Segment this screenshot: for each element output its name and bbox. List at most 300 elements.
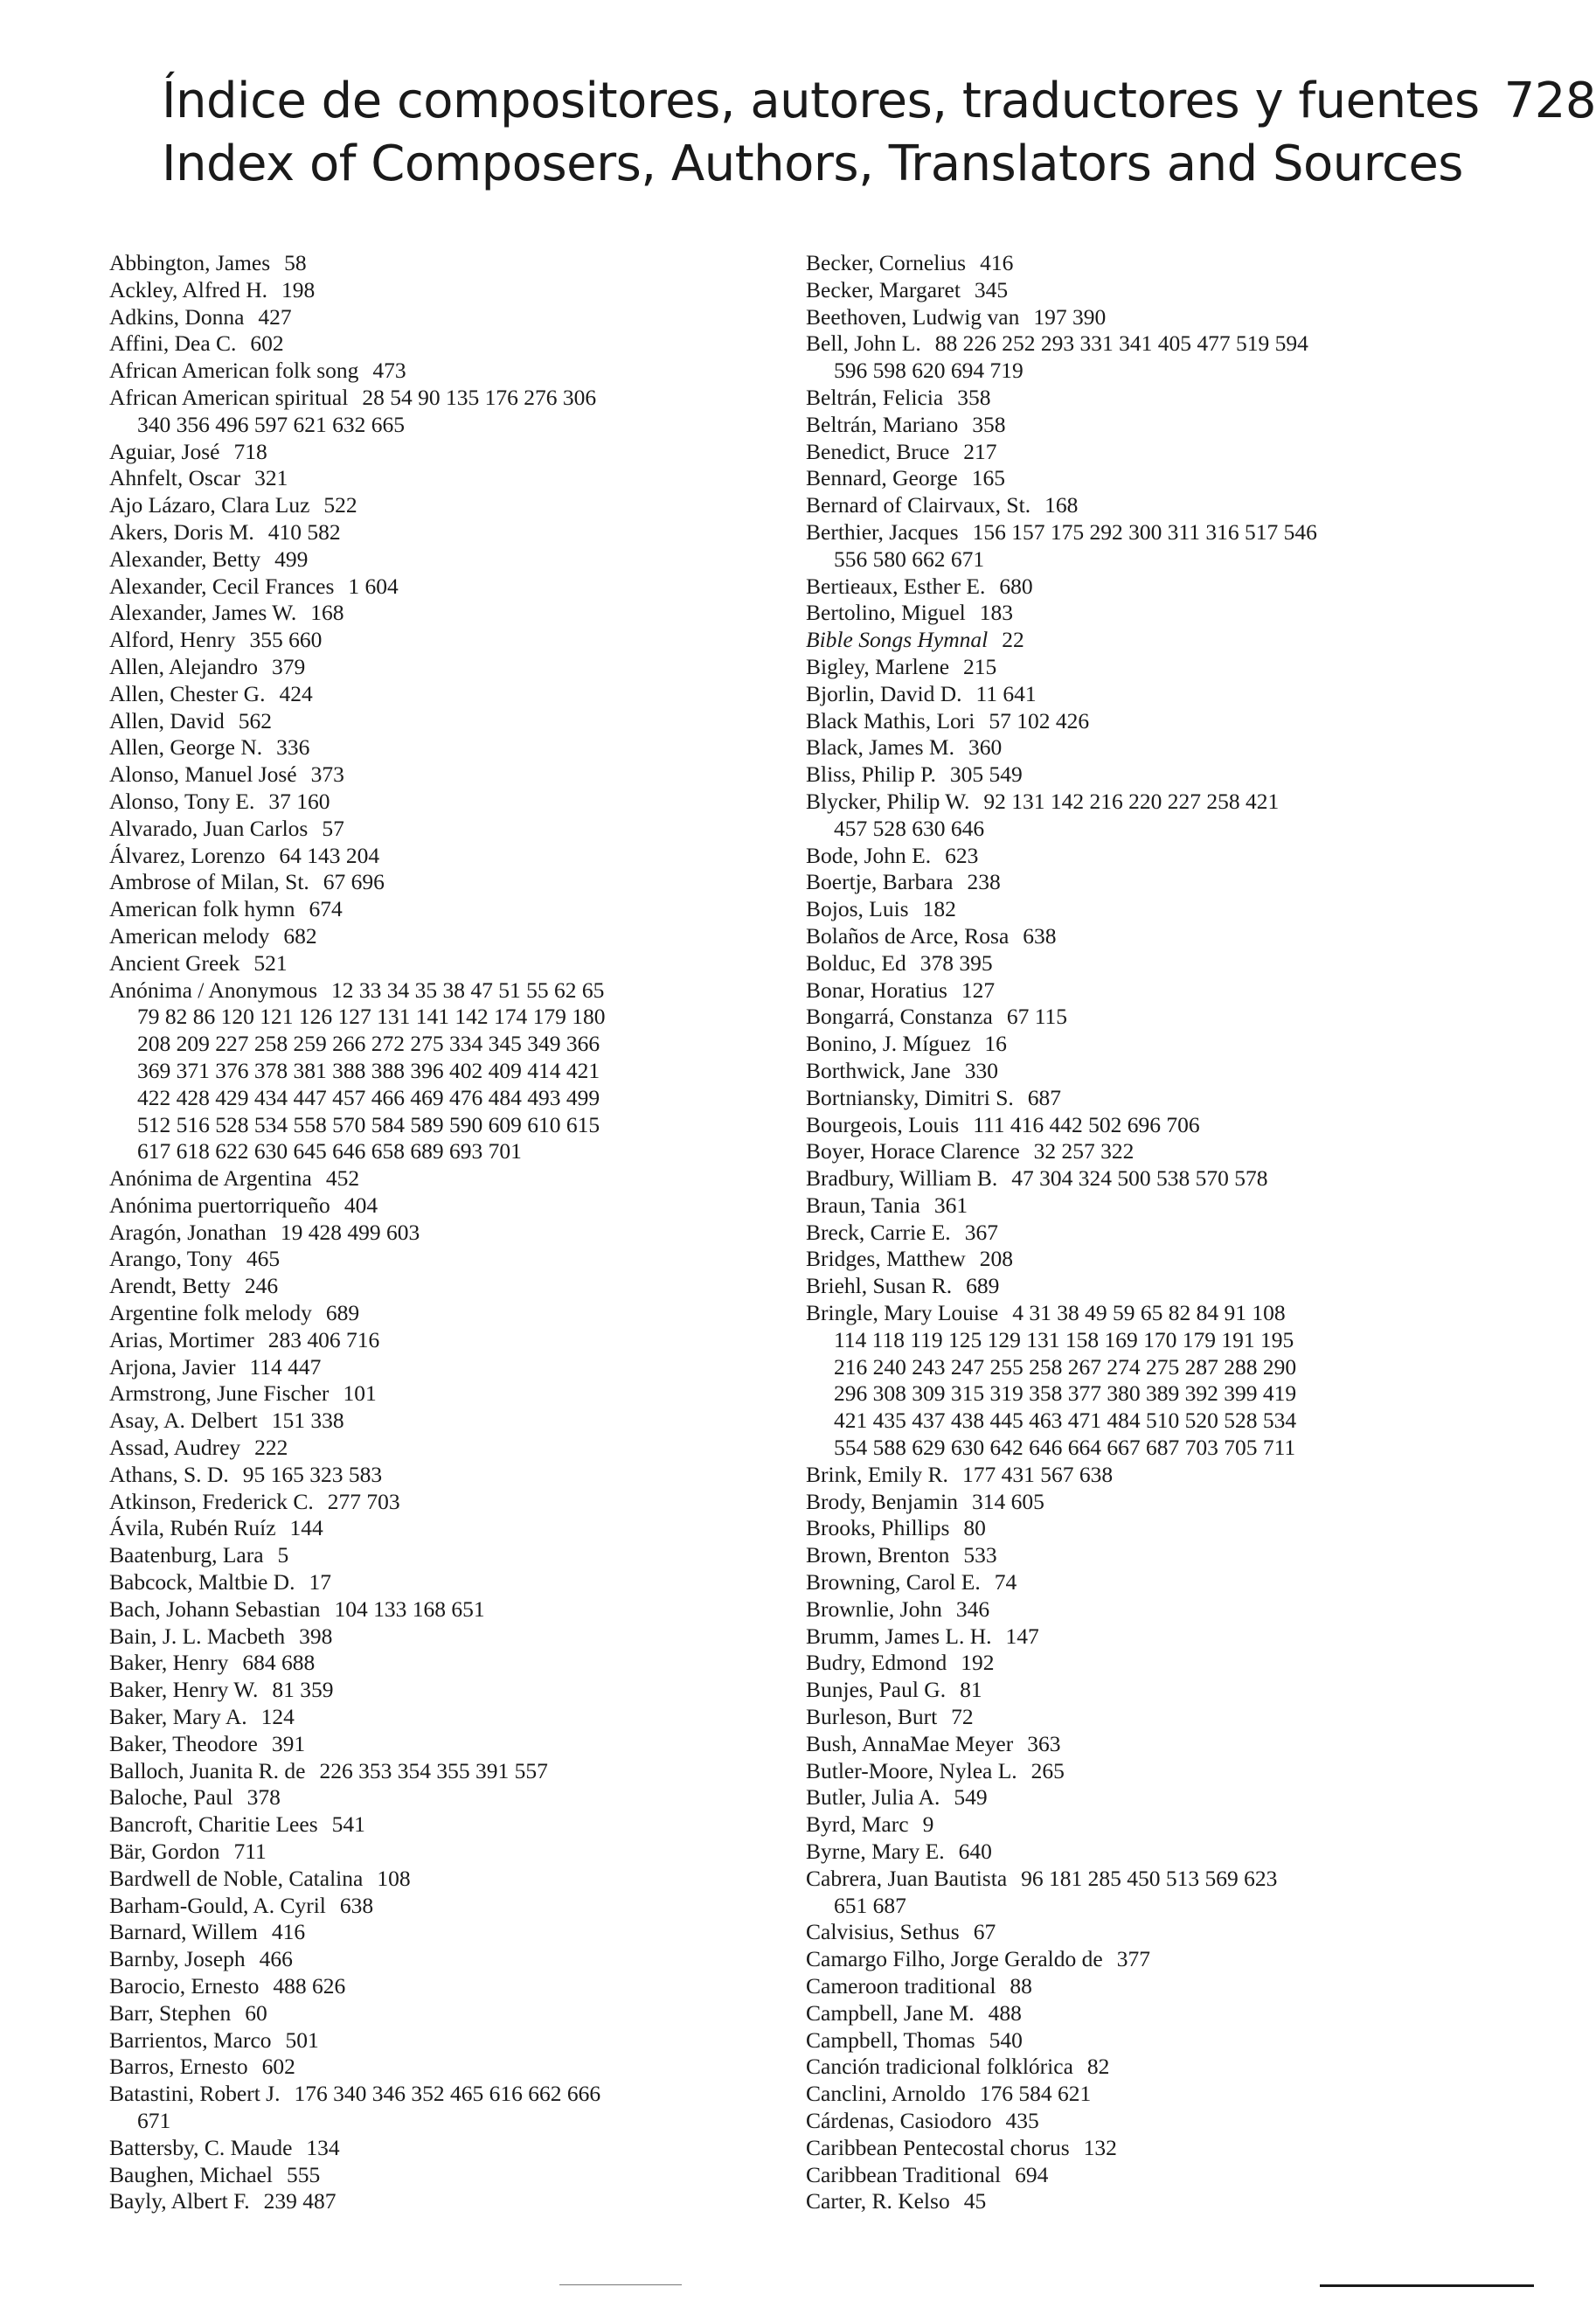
entry-refs: 92 131 142 216 220 227 258 421 [983,788,1280,814]
entry-refs: 81 [960,1677,982,1703]
entry-refs-continued: 79 82 86 120 121 126 127 131 141 142 174 179 180 [137,1004,606,1030]
entry-refs: 521 [253,949,288,976]
index-entry [109,1273,739,1300]
entry-name: Balloch, Juanita R. de [109,1757,306,1783]
index-entry [806,1462,1488,1489]
entry-refs: 379 [271,653,306,679]
index-entry [109,950,739,977]
entry-refs: 82 [1086,2054,1110,2080]
index-entry [806,412,1488,439]
entry-name: Bode, John E. [806,842,932,868]
index-entry [806,1085,1488,1112]
entry-name: Cárdenas, Casiodoro [806,2107,992,2133]
entry-name: Black Mathis, Lori [806,707,975,733]
entry-refs: 88 226 252 293 331 341 405 477 519 594 [934,330,1308,357]
entry-refs: 168 [1044,492,1079,518]
entry-refs: 58 [284,250,307,275]
entry-refs: 165 [971,465,1005,491]
index-entry [109,1946,739,1973]
entry-refs: 674 [309,896,343,922]
index-entry [806,1138,1488,1165]
entry-name: Canclini, Arnoldo [806,2081,966,2107]
entry-refs: 363 [1027,1730,1061,1756]
index-entry [806,492,1488,519]
entry-refs: 177 431 567 638 [961,1461,1114,1487]
entry-refs: 134 [306,2134,340,2160]
index-entry [806,1650,1488,1677]
entry-refs: 9 [922,1811,934,1838]
index-entry [109,465,739,492]
entry-refs: 321 [254,465,288,491]
entry-refs: 57 [322,815,344,841]
index-entry [806,250,1488,277]
entry-refs-continued: 617 618 622 630 645 646 658 689 693 701 [137,1138,522,1164]
entry-name: Browning, Carol E. [806,1569,981,1595]
entry-name: Byrne, Mary E. [806,1839,945,1865]
entry-refs: 74 [994,1569,1017,1595]
index-entry [806,734,1488,761]
entry-refs: 72 [951,1704,974,1730]
entry-name: Brink, Emily R. [806,1461,948,1487]
entry-refs: 549 [954,1784,988,1811]
entry-name: Campbell, Jane M. [806,1999,975,2026]
index-entry [806,330,1488,358]
entry-refs: 156 157 175 292 300 311 316 517 546 [972,518,1317,545]
entry-refs: 32 257 322 [1033,1138,1135,1164]
index-entry [806,2000,1488,2027]
entry-name: Arjona, Javier [109,1353,236,1380]
entry-refs: 60 [245,1999,267,2026]
entry-name: Anónima de Argentina [109,1165,312,1192]
entry-refs-continued: 208 209 227 258 259 266 272 275 334 345 349 366 [137,1031,600,1057]
entry-name: Calvisius, Sethus [806,1919,960,1945]
entry-refs: 147 [1005,1623,1039,1649]
entry-refs: 5 [277,1542,289,1568]
page-number: 728 [1503,73,1596,129]
index-entry [806,1784,1488,1811]
index-entry [109,1893,739,1920]
entry-name: Alexander, Betty [109,546,261,572]
entry-name: Armstrong, June Fischer [109,1380,330,1407]
entry-name: Athans, S. D. [109,1461,229,1487]
entry-refs: 541 [331,1811,365,1838]
entry-refs: 176 584 621 [979,2081,1092,2107]
index-entry [806,654,1488,681]
entry-name: Bunjes, Paul G. [806,1677,947,1703]
index-entry [109,1380,739,1408]
entry-name: Barnby, Joseph [109,1946,246,1972]
index-entry [806,1677,1488,1704]
entry-refs: 226 353 354 355 391 557 [319,1757,548,1783]
entry-name: Briehl, Susan R. [806,1273,953,1299]
entry-name: Akers, Doris M. [109,518,254,545]
entry-refs: 16 [984,1031,1007,1057]
index-entry [109,492,739,519]
entry-refs: 435 [1005,2107,1039,2133]
entry-name: Bojos, Luis [806,896,909,922]
index-entry [109,2081,739,2108]
index-entry [109,1758,739,1785]
entry-name: Camargo Filho, Jorge Geraldo de [806,1946,1103,1972]
index-entry [806,1031,1488,1058]
entry-name: Byrd, Marc [806,1811,909,1838]
index-entry [806,385,1488,412]
entry-name: Bible Songs Hymnal [806,627,989,653]
entry-refs: 358 [957,384,991,410]
entry-refs: 80 [963,1515,986,1541]
entry-refs-continued: 216 240 243 247 255 258 267 274 275 287 288 290 [834,1353,1297,1380]
index-entry [109,574,739,601]
index-entry [109,923,739,950]
index-entry [806,1112,1488,1139]
index-entry [806,1973,1488,2000]
index-entry [109,708,739,735]
index-entry [109,1569,739,1596]
index-entry [109,358,739,385]
entry-refs: 602 [261,2054,295,2080]
entry-refs: 104 133 168 651 [334,1595,485,1622]
entry-refs: 67 696 [323,869,385,895]
entry-name: Caribbean Traditional [806,2161,1002,2187]
entry-refs: 217 [963,438,997,464]
title-spanish: Índice de compositores, autores, traductores y fuentes [162,73,1480,129]
entry-refs: 215 [963,653,997,679]
entry-name: Borthwick, Jane [806,1057,951,1083]
entry-refs: 81 359 [272,1677,334,1703]
entry-name: Barham-Gould, A. Cyril [109,1892,326,1918]
index-entry [109,1489,739,1516]
index-entry [109,1731,739,1758]
index-entry [109,1192,739,1220]
index-entry [109,1327,739,1354]
entry-refs: 67 115 [1006,1004,1068,1030]
entry-name: Bridges, Matthew [806,1246,966,1272]
index-entry [109,1973,739,2000]
entry-refs: 682 [283,922,317,949]
entry-name: Abbington, James [109,250,271,275]
index-entry [109,843,739,870]
entry-refs: 473 [372,358,406,384]
entry-name: Bennard, George [806,465,958,491]
entry-refs: 452 [325,1165,360,1192]
entry-refs-continued: 369 371 376 378 381 388 388 396 402 409 414 421 [137,1057,600,1083]
entry-name: Aguiar, José [109,438,220,464]
entry-refs: 28 54 90 135 176 276 306 [362,384,597,410]
index-entry [109,1596,739,1623]
index-entry [109,1811,739,1839]
entry-name: Bertieaux, Esther E. [806,573,986,599]
entry-refs: 355 660 [249,627,323,653]
entry-name: Allen, Chester G. [109,680,266,706]
entry-refs: 427 [258,303,292,330]
index-entry [806,1165,1488,1192]
index-entry [109,1839,739,1866]
entry-name: Bach, Johann Sebastian [109,1595,321,1622]
entry-name: Bardwell de Noble, Catalina [109,1865,364,1891]
index-entry [109,304,739,331]
index-entry [806,789,1488,816]
entry-name: Caribbean Pentecostal chorus [806,2134,1070,2160]
entry-name: Beltrán, Mariano [806,411,959,437]
index-entry [109,1919,739,1946]
entry-name: Becker, Margaret [806,276,961,302]
entry-name: Asay, A. Delbert [109,1408,258,1434]
entry-name: Anónima puertorriqueño [109,1192,330,1218]
entry-refs: 416 [271,1919,306,1945]
index-entry [109,734,739,761]
entry-name: Allen, George N. [109,734,263,761]
entry-refs: 330 [964,1057,998,1083]
entry-name: Blycker, Philip W. [806,788,970,814]
entry-name: Arendt, Betty [109,1273,231,1299]
index-entry [109,2000,739,2027]
entry-name: Bertolino, Miguel [806,600,966,626]
index-entry [806,2135,1488,2162]
entry-name: Batastini, Robert J. [109,2081,281,2107]
entry-refs: 17 [309,1569,331,1595]
entry-refs: 101 [343,1380,377,1407]
index-entry [806,1811,1488,1839]
entry-refs: 711 [233,1839,267,1865]
entry-refs: 168 [310,600,344,626]
entry-refs: 346 [955,1595,990,1622]
index-entry [806,681,1488,708]
entry-name: Becker, Cornelius [806,250,967,275]
entry-refs: 336 [276,734,310,761]
entry-refs: 151 338 [271,1408,344,1434]
index-entry [109,1784,739,1811]
entry-name: Canción tradicional folklórica [806,2054,1073,2080]
entry-name: Bradbury, William B. [806,1165,998,1192]
entry-refs: 11 641 [975,680,1037,706]
index-entry [109,1220,739,1247]
entry-refs: 12 33 34 35 38 47 51 55 62 65 [331,977,605,1003]
entry-refs: 96 181 285 450 513 569 623 [1021,1865,1278,1891]
entry-refs: 111 416 442 502 696 706 [973,1111,1200,1137]
entry-refs: 501 [285,2026,319,2053]
entry-refs: 466 [259,1946,293,1972]
index-entry [109,1246,739,1273]
index-entry [109,2027,739,2054]
entry-refs: 283 406 716 [267,1326,380,1352]
index-entry [109,1408,739,1435]
entry-name: American melody [109,922,270,949]
entry-refs: 360 [968,734,1003,761]
entry-name: Alonso, Tony E. [109,788,255,814]
index-entry [109,277,739,304]
entry-refs: 640 [958,1839,992,1865]
index-entry [806,439,1488,466]
index-entry [109,600,739,627]
entry-name: Bigley, Marlene [806,653,950,679]
index-entry [806,1004,1488,1031]
entry-refs-continued: 651 687 [834,1892,906,1918]
entry-refs: 277 703 [327,1488,400,1514]
entry-name: Bliss, Philip P. [806,761,936,788]
entry-refs: 176 340 346 352 465 616 662 666 [294,2081,601,2107]
entry-name: Battersby, C. Maude [109,2134,293,2160]
index-entry [109,2054,739,2081]
entry-name: Ajo Lázaro, Clara Luz [109,492,310,518]
entry-name: Ancient Greek [109,949,240,976]
index-entry [806,923,1488,950]
entry-refs: 108 [377,1865,411,1891]
entry-refs: 238 [967,869,1001,895]
entry-refs: 391 [271,1730,306,1756]
entry-name: American folk hymn [109,896,295,922]
index-entry [806,1273,1488,1300]
entry-name: African American spiritual [109,384,349,410]
entry-name: Aragón, Jonathan [109,1219,267,1245]
entry-name: Anónima / Anonymous [109,977,318,1003]
entry-name: Atkinson, Frederick C. [109,1488,314,1514]
entry-refs: 208 [979,1246,1013,1272]
entry-name: Bancroft, Charitie Lees [109,1811,318,1838]
entry-name: African American folk song [109,358,359,384]
index-entry [806,1300,1488,1327]
entry-name: Argentine folk melody [109,1300,312,1326]
index-entry [109,1623,739,1651]
entry-name: Brumm, James L. H. [806,1623,992,1649]
entry-refs: 533 [963,1542,997,1568]
index-entry [806,1489,1488,1516]
entry-name: Baker, Theodore [109,1730,258,1756]
entry-refs: 127 [961,977,996,1003]
entry-refs: 684 688 [242,1650,316,1676]
entry-refs: 680 [999,573,1033,599]
index-entry [806,600,1488,627]
index-entry [109,681,739,708]
entry-refs: 246 [244,1273,279,1299]
entry-refs-continued: 671 [137,2107,171,2133]
index-entry [806,1569,1488,1596]
entry-refs: 37 160 [268,788,330,814]
index-entry [806,2027,1488,2054]
entry-name: Bär, Gordon [109,1839,220,1865]
entry-name: Brownlie, John [806,1595,942,1622]
index-entry [806,1866,1488,1893]
entry-refs: 638 [1023,922,1057,949]
entry-refs: 314 605 [972,1488,1044,1514]
entry-name: Alonso, Manuel José [109,761,297,788]
entry-refs: 265 [1030,1757,1065,1783]
entry-name: Benedict, Bruce [806,438,950,464]
entry-name: Budry, Edmond [806,1650,947,1676]
index-entry [109,2162,739,2189]
entry-name: Brooks, Phillips [806,1515,950,1541]
index-entry [109,2135,739,2162]
page-header [162,70,1596,196]
entry-refs-continued: 512 516 528 534 558 570 584 589 590 609 610 615 [137,1111,600,1137]
entry-refs: 398 [299,1623,333,1649]
entry-name: Barrientos, Marco [109,2026,272,2053]
entry-refs: 1 604 [348,573,399,599]
entry-name: Bayly, Albert F. [109,2188,250,2214]
entry-name: Ahnfelt, Oscar [109,465,241,491]
entry-name: Alexander, James W. [109,600,297,626]
entry-name: Ackley, Alfred H. [109,276,268,302]
index-entry [806,277,1488,304]
index-entry [806,1058,1488,1085]
entry-refs-continued: 554 588 629 630 642 646 664 667 687 703 705 711 [834,1435,1296,1461]
index-entry [806,627,1488,654]
entry-name: Beethoven, Ludwig van [806,303,1020,330]
entry-name: Cameroon traditional [806,1973,996,1999]
entry-refs-continued: 596 598 620 694 719 [834,358,1024,384]
index-entry [806,1220,1488,1247]
index-entry [109,761,739,789]
entry-refs: 373 [310,761,344,788]
index-entry [806,2054,1488,2081]
index-entry [806,1623,1488,1651]
entry-name: Bernard of Clairvaux, St. [806,492,1031,518]
entry-name: Boertje, Barbara [806,869,954,895]
entry-name: Breck, Carrie E. [806,1219,951,1245]
entry-name: Bonar, Horatius [806,977,947,1003]
entry-refs: 562 [238,707,272,733]
entry-name: Arias, Mortimer [109,1326,254,1352]
index-entry [109,1300,739,1327]
entry-name: Arango, Tony [109,1246,232,1272]
entry-refs-continued: 340 356 496 597 621 632 665 [137,411,405,437]
entry-name: Beltrán, Felicia [806,384,944,410]
index-entry [109,439,739,466]
entry-name: Alford, Henry [109,627,236,653]
index-entry [806,2188,1488,2215]
title-english: Index of Composers, Authors, Translators and Sources [162,136,1463,192]
entry-refs-continued: 457 528 630 646 [834,815,985,841]
entry-name: Bjorlin, David D. [806,680,962,706]
entry-refs-continued: 556 580 662 671 [834,546,985,572]
entry-refs: 416 [980,250,1014,275]
index-entry [806,1246,1488,1273]
entry-refs: 57 102 426 [989,707,1090,733]
entry-name: Brown, Brenton [806,1542,950,1568]
entry-name: Adkins, Donna [109,303,245,330]
entry-name: Carter, R. Kelso [806,2188,950,2214]
entry-refs: 182 [922,896,956,922]
entry-name: Assad, Audrey [109,1435,241,1461]
entry-refs: 67 [973,1919,996,1945]
index-entry [806,977,1488,1005]
entry-refs: 239 487 [263,2188,337,2214]
index-entry [109,1677,739,1704]
entry-refs: 88 [1010,1973,1032,1999]
index-entry [806,896,1488,923]
entry-name: Alvarado, Juan Carlos [109,815,309,841]
entry-name: Baker, Mary A. [109,1704,247,1730]
entry-refs: 45 [963,2188,987,2214]
index-entry [806,574,1488,601]
entry-name: Barocio, Ernesto [109,1973,260,1999]
index-entry [806,2108,1488,2135]
entry-name: Bringle, Mary Louise [806,1300,999,1326]
entry-name: Barr, Stephen [109,1999,232,2026]
entry-refs: 197 390 [1033,303,1107,330]
index-entry [806,1919,1488,1946]
entry-refs: 198 [281,276,316,302]
entry-refs: 132 [1083,2134,1117,2160]
index-entry [109,1704,739,1731]
entry-name: Allen, David [109,707,225,733]
entry-refs: 694 [1015,2161,1049,2187]
index-entry [109,1165,739,1192]
index-entry [109,1515,739,1542]
index-entry [109,1462,739,1489]
entry-refs: 222 [254,1435,288,1461]
entry-name: Bonino, J. Míguez [806,1031,971,1057]
index-entry [806,1542,1488,1569]
